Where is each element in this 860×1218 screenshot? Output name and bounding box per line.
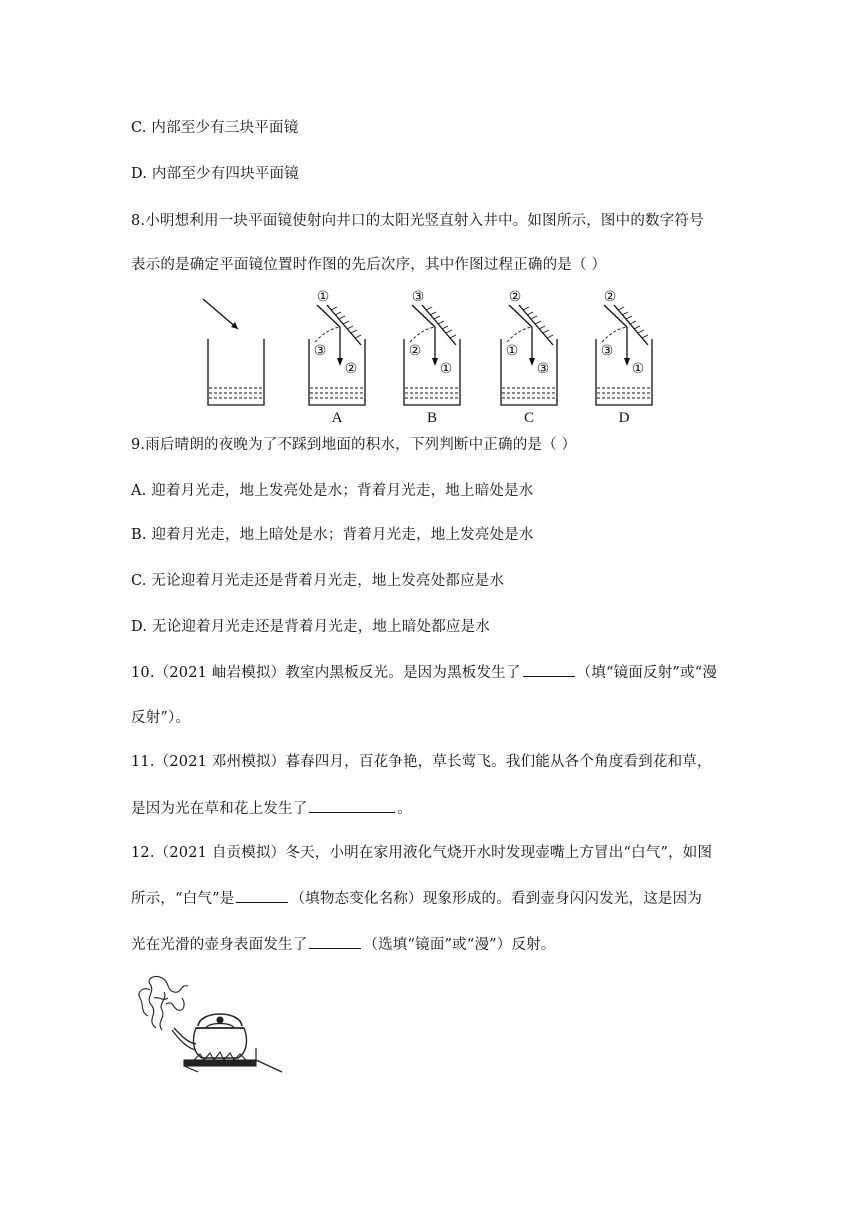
mirror-well-figure xyxy=(200,287,670,427)
panel-c-right-number: ③ xyxy=(536,361,550,377)
question-12-line2 xyxy=(131,888,702,909)
panel-c-top-number: ② xyxy=(508,289,522,305)
question-11-line2 xyxy=(131,798,412,819)
question-11-text-part1: 是因为光在草和花上发生了 xyxy=(131,801,308,817)
panel-b-label: B xyxy=(426,410,438,426)
question-10-text-part2: （填“镜面反射”或“漫 xyxy=(576,665,718,681)
question-12-text-part2: （填物态变化名称）现象形成的。看到壶身闪闪发光，这是因为 xyxy=(290,891,703,907)
answer-blank[interactable] xyxy=(523,662,575,677)
question-12-line1: 12.（2021 自贡模拟）冬天，小明在家用液化气烧开水时发现壶嘴上方冒出“白气”，如图 xyxy=(131,845,713,861)
question-11-text-part2: 。 xyxy=(397,801,413,817)
panel-c-left-number: ① xyxy=(505,343,519,359)
panel-a-left-number: ③ xyxy=(313,343,327,359)
question-9-option-b: B. 迎着月光走，地上暗处是水；背着月光走，地上发亮处是水 xyxy=(131,527,534,543)
option-c: C. 内部至少有三块平面镜 xyxy=(131,120,299,136)
panel-d-left-number: ③ xyxy=(600,343,614,359)
flame-icon xyxy=(194,1052,246,1060)
question-9-option-d: D. 无论迎着月光走还是背着月光走，地上暗处都应是水 xyxy=(131,619,491,635)
question-11-line1: 11.（2021 邓州模拟）暮春四月，百花争艳，草长莺飞。我们能从各个角度看到花和草， xyxy=(131,754,712,770)
figure-original-well xyxy=(203,299,264,405)
question-8-stem-line1: 8.小明想利用一块平面镜使射向井口的太阳光竖直射入井中。如图所示，图中的数字符号 xyxy=(131,213,704,229)
panel-b-left-number: ② xyxy=(408,343,422,359)
panel-b-top-number: ③ xyxy=(411,289,425,305)
panel-a-label: A xyxy=(331,410,343,426)
answer-blank[interactable] xyxy=(309,934,361,949)
kettle-on-stove-figure xyxy=(126,968,286,1073)
panel-b-right-number: ① xyxy=(439,361,453,377)
panel-a-top-number: ① xyxy=(316,289,330,305)
question-8-stem-line2: 表示的是确定平面镜位置时作图的先后次序，其中作图过程正确的是（ ） xyxy=(131,257,607,273)
panel-d-right-number: ① xyxy=(631,361,645,377)
panel-d-label: D xyxy=(618,410,630,426)
panel-a-right-number: ② xyxy=(344,361,358,377)
panel-d-top-number: ② xyxy=(603,289,617,305)
question-9-option-c: C. 无论迎着月光走还是背着月光走，地上发亮处都应是水 xyxy=(131,573,505,589)
answer-blank[interactable] xyxy=(309,798,395,813)
question-10-line2: 反射”）。 xyxy=(131,710,191,726)
question-9-option-a: A. 迎着月光走，地上发亮处是水；背着月光走，地上暗处是水 xyxy=(131,483,534,499)
option-d: D. 内部至少有四块平面镜 xyxy=(131,166,299,182)
question-12-text-part3: 光在光滑的壶身表面发生了 xyxy=(131,937,308,953)
question-12-text-part1: 所示，“白气”是 xyxy=(131,891,235,907)
question-12-line3 xyxy=(131,934,556,955)
question-9-stem: 9.雨后晴朗的夜晚为了不踩到地面的积水，下列判断中正确的是（ ） xyxy=(131,437,577,453)
question-10-line1 xyxy=(131,662,717,683)
question-10-text-part1: 10.（2021 岫岩模拟）教室内黑板反光。是因为黑板发生了 xyxy=(131,665,521,681)
question-12-text-part4: （选填“镜面”或“漫”）反射。 xyxy=(363,937,556,953)
kettle-icon xyxy=(194,1028,247,1058)
panel-c-label: C xyxy=(523,410,535,426)
answer-blank[interactable] xyxy=(236,888,288,903)
steam-icon xyxy=(149,976,188,1028)
